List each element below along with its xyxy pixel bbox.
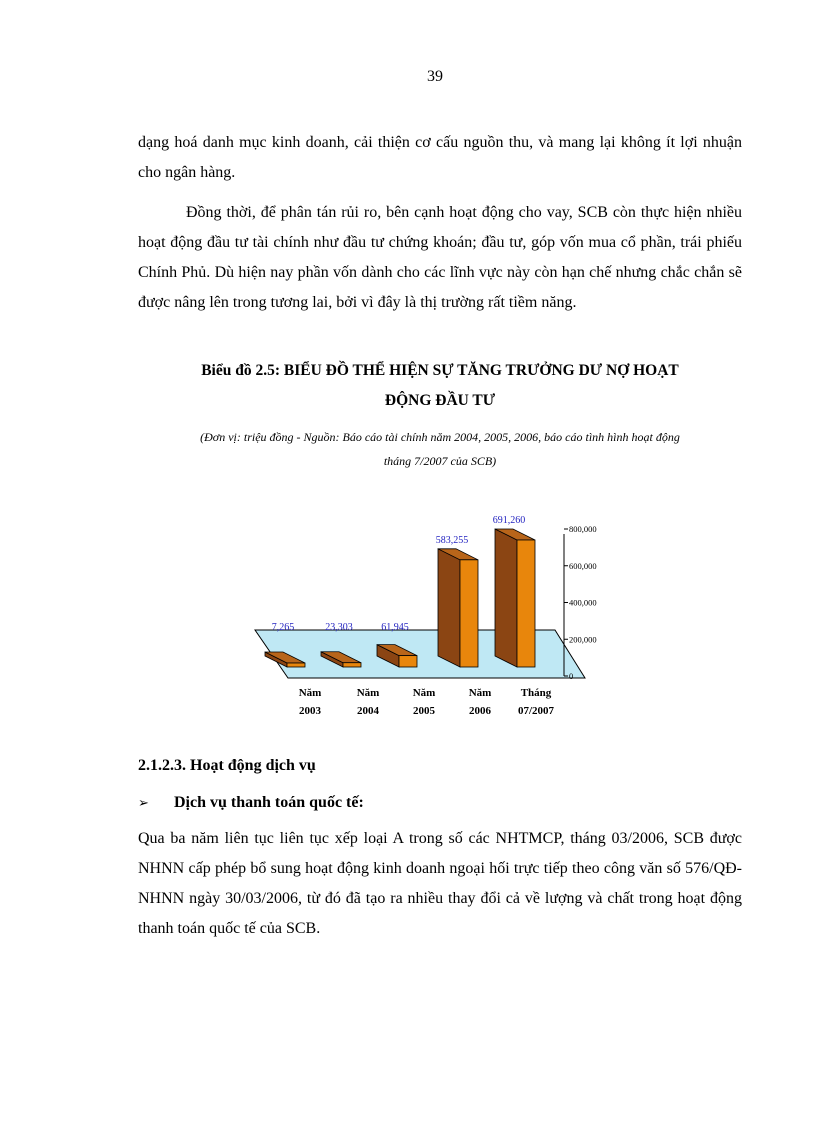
category-label-line-1: Năm (298, 687, 322, 699)
category-label-line-1: Năm (468, 687, 492, 699)
paragraph-investment: Đồng thời, để phân tán rủi ro, bên cạnh hoạt động cho vay, SCB còn thực hiện nhiều hoạt động đầu tư tài chính như đầu tư chứng khoán; đầu tư, góp vốn mua cổ phần, trái phiếu Chính Phủ. Dù hiện nay phần vốn dành cho các lĩnh vực này còn hạn chế nhưng chắc chắn sẽ được nâng lên trong tương lai, bởi vì đây là thị trường rất tiềm năng. (138, 204, 742, 311)
bar-value-label: 23,303 (325, 622, 353, 633)
page-number: 39 (427, 68, 443, 85)
category-label-line-2: 2006 (469, 705, 491, 717)
paragraph-intro: dạng hoá danh mục kinh doanh, cải thiện cơ cấu nguồn thu, và mang lại không ít lợi nhuận cho ngân hàng. (138, 134, 742, 181)
category-label-line-2: 2004 (357, 705, 379, 717)
category-label-line-1: Năm (412, 687, 436, 699)
paragraph-international-payment: Qua ba năm liên tục liên tục xếp loại A trong số các NHTMCP, tháng 03/2006, SCB được NHNN cấp phép bổ sung hoạt động kinh doanh ngoại hối trực tiếp theo công văn số 576/QĐ-NHNN ngày 30/03/2006, từ đó đã tạo ra nhiều thay đổi cả về lượng và chất trong hoạt động thanh toán quốc tế của SCB. (138, 830, 742, 937)
bar-side (438, 549, 460, 667)
bar (460, 560, 478, 667)
bar (517, 540, 535, 667)
section-heading: 2.1.2.3. Hoạt động dịch vụ (138, 757, 316, 774)
arrowhead-bullet-icon: ➢ (138, 796, 149, 811)
bar (343, 663, 361, 667)
y-tick-label: 400,000 (569, 597, 597, 608)
y-tick-label: 200,000 (569, 634, 597, 645)
y-tick-label: 800,000 (569, 524, 597, 534)
category-label-line-2: 2005 (413, 705, 435, 717)
bar-side (495, 529, 517, 667)
category-label-line-2: 07/2007 (517, 705, 555, 717)
chart-floor (255, 630, 585, 678)
chart-title-line-2: ĐỘNG ĐẦU TƯ (384, 392, 496, 409)
chart-source-line-1: (Đơn vị: triệu đồng - Nguồn: Báo cáo tài chính năm 2004, 2005, 2006, báo cáo tình hình hoạt động (200, 430, 680, 444)
category-label-line-1: Tháng (520, 687, 552, 699)
category-label-line-1: Năm (356, 687, 380, 699)
bar-value-label: 583,255 (435, 534, 469, 546)
chart-title-line-1: Biểu đồ 2.5: BIỂU ĐỒ THỂ HIỆN SỰ TĂNG TRƯỞNG DƯ NỢ HOẠT (201, 362, 679, 379)
bullet-item (138, 794, 364, 812)
investment-growth-chart (250, 500, 610, 730)
y-tick-label: 0 (569, 671, 574, 681)
chart-source (130, 425, 750, 473)
chart-title (130, 356, 750, 416)
bar (287, 663, 305, 667)
bar-value-label: 61,945 (381, 622, 409, 633)
y-tick-label: 600,000 (569, 560, 597, 571)
bar-value-label: 691,260 (492, 514, 526, 526)
bar-value-label: 7,265 (271, 622, 295, 633)
bullet-text: Dịch vụ thanh toán quốc tế: (174, 794, 364, 811)
bar (399, 656, 417, 667)
category-label-line-2: 2003 (299, 705, 321, 717)
chart-source-line-2: tháng 7/2007 của SCB) (383, 454, 497, 468)
